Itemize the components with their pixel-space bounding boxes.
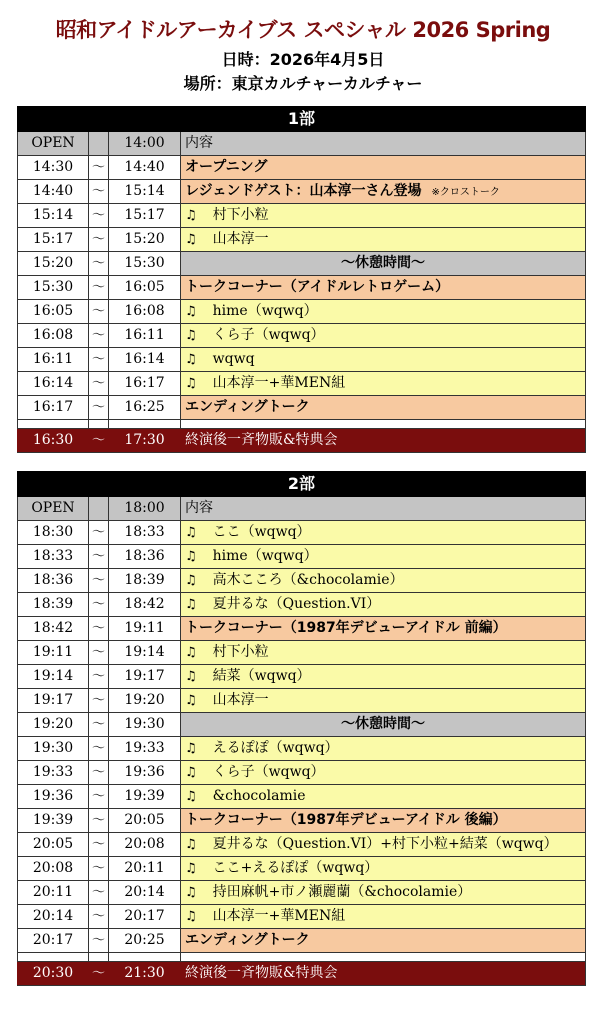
program-content (180, 276, 586, 299)
start-time: 16:11 (17, 348, 88, 371)
music-note-icon: ♫ (185, 741, 197, 756)
schedule-row (17, 737, 586, 761)
music-note-icon: ♫ (185, 909, 197, 924)
spacer-cell (88, 953, 108, 961)
time-separator: 〜 (88, 180, 108, 203)
schedule-row (17, 180, 586, 204)
spacer-row (17, 953, 586, 962)
open-label: OPEN (17, 497, 88, 520)
program-title: くら子（wqwq） (212, 327, 325, 343)
program-content (180, 785, 586, 808)
spacer-cell (180, 420, 586, 428)
open-time: 14:00 (108, 132, 180, 155)
program-title: 結菜（wqwq） (212, 668, 311, 684)
program-content (180, 521, 586, 544)
schedule-row (17, 300, 586, 324)
schedule-row (17, 905, 586, 929)
end-time: 19:36 (108, 761, 180, 784)
start-time: 19:39 (17, 809, 88, 832)
start-time: 18:33 (17, 545, 88, 568)
start-time: 16:14 (17, 372, 88, 395)
program-content (180, 761, 586, 784)
time-separator: 〜 (88, 881, 108, 904)
time-separator: 〜 (88, 348, 108, 371)
start-time: 20:05 (17, 833, 88, 856)
schedule-row (17, 833, 586, 857)
start-time: 15:17 (17, 228, 88, 251)
start-time: 19:14 (17, 665, 88, 688)
end-time: 18:42 (108, 593, 180, 616)
program-title: エンディングトーク (185, 932, 310, 948)
part-header: 2部 (17, 471, 586, 497)
music-note-icon: ♫ (185, 352, 197, 367)
time-separator: 〜 (88, 300, 108, 323)
page-title: 昭和アイドルアーカイブス スペシャル 2026 Spring (55, 18, 551, 42)
start-time: 20:14 (17, 905, 88, 928)
program-content (180, 641, 586, 664)
start-time: 18:42 (17, 617, 88, 640)
end-time: 19:20 (108, 689, 180, 712)
schedule-row (17, 156, 586, 180)
schedule-row (17, 593, 586, 617)
time-separator: 〜 (88, 324, 108, 347)
music-note-icon: ♫ (185, 693, 197, 708)
spacer-cell (17, 953, 88, 961)
after-show-row (17, 429, 586, 453)
program-title: 高木こころ（&chocolamie） (212, 572, 404, 588)
start-time: 19:20 (17, 713, 88, 736)
start-time: 16:05 (17, 300, 88, 323)
time-separator: 〜 (88, 713, 108, 736)
music-note-icon: ♫ (185, 304, 197, 319)
end-time: 16:14 (108, 348, 180, 371)
program-content (180, 156, 586, 179)
schedule-row (17, 641, 586, 665)
time-separator: 〜 (88, 857, 108, 880)
end-time: 14:40 (108, 156, 180, 179)
time-separator: 〜 (88, 785, 108, 808)
program-title: &chocolamie (212, 788, 306, 804)
program-note: ※クロストーク (431, 187, 500, 198)
start-time: 16:17 (17, 396, 88, 419)
part-header: 1部 (17, 106, 586, 132)
program-content (180, 396, 586, 419)
program-title: くら子（wqwq） (212, 764, 325, 780)
end-time: 19:14 (108, 641, 180, 664)
start-time: 15:14 (17, 204, 88, 227)
start-time: 19:30 (17, 737, 88, 760)
start-time: 19:11 (17, 641, 88, 664)
end-time: 20:17 (108, 905, 180, 928)
music-note-icon: ♫ (185, 837, 197, 852)
time-separator: 〜 (88, 833, 108, 856)
end-time: 16:25 (108, 396, 180, 419)
program-title: 夏井るな（Question.VI）+村下小粒+結菜（wqwq） (212, 836, 558, 852)
end-time: 15:14 (108, 180, 180, 203)
music-note-icon: ♫ (185, 669, 197, 684)
time-separator: 〜 (88, 809, 108, 832)
music-note-icon: ♫ (185, 573, 197, 588)
schedule-row (17, 713, 586, 737)
time-separator: 〜 (88, 396, 108, 419)
start-time: 15:20 (17, 252, 88, 275)
after-show-content: 終演後一斉物販&特典会 (180, 429, 586, 452)
end-time: 18:39 (108, 569, 180, 592)
spacer-cell (88, 420, 108, 428)
schedule-row (17, 521, 586, 545)
schedule-row (17, 372, 586, 396)
start-time: 19:17 (17, 689, 88, 712)
schedule-row (17, 228, 586, 252)
time-separator: 〜 (88, 593, 108, 616)
time-separator: 〜 (88, 156, 108, 179)
time-separator: 〜 (88, 545, 108, 568)
schedule-row (17, 881, 586, 905)
program-title: 夏井るな（Question.VI） (212, 596, 381, 612)
end-time: 20:08 (108, 833, 180, 856)
time-separator: 〜 (88, 617, 108, 640)
schedule-row (17, 545, 586, 569)
end-time: 20:25 (108, 929, 180, 952)
music-note-icon: ♫ (185, 525, 197, 540)
spacer-cell (180, 953, 586, 961)
start-time: 19:33 (17, 761, 88, 784)
program-content (180, 593, 586, 616)
music-note-icon: ♫ (185, 885, 197, 900)
separator-cell (88, 132, 108, 155)
music-note-icon: ♫ (185, 549, 197, 564)
schedule-row (17, 809, 586, 833)
start-time: 15:30 (17, 276, 88, 299)
program-title: トークコーナー（1987年デビューアイドル 前編） (185, 620, 507, 636)
program-title: wqwq (212, 351, 255, 367)
time-separator: 〜 (88, 429, 108, 452)
end-time: 15:20 (108, 228, 180, 251)
end-time: 21:30 (108, 962, 180, 985)
program-title: 〜休憩時間〜 (341, 716, 425, 732)
music-note-icon: ♫ (185, 789, 197, 804)
time-separator: 〜 (88, 689, 108, 712)
program-content (180, 180, 586, 203)
end-time: 19:30 (108, 713, 180, 736)
end-time: 19:33 (108, 737, 180, 760)
program-title: 山本淳一 (212, 231, 269, 247)
program-title: オープニング (185, 159, 268, 175)
time-separator: 〜 (88, 252, 108, 275)
start-time: 20:30 (17, 962, 88, 985)
schedule-row (17, 204, 586, 228)
end-time: 15:17 (108, 204, 180, 227)
schedule-row (17, 569, 586, 593)
content-header: 内容 (180, 497, 586, 520)
program-title: エンディングトーク (185, 399, 310, 415)
time-separator: 〜 (88, 641, 108, 664)
time-separator: 〜 (88, 521, 108, 544)
end-time: 15:30 (108, 252, 180, 275)
program-title: 〜休憩時間〜 (341, 255, 425, 271)
time-separator: 〜 (88, 372, 108, 395)
schedule-row (17, 929, 586, 953)
schedule-row (17, 396, 586, 420)
schedule-row (17, 617, 586, 641)
program-title: 村下小粒 (212, 644, 269, 660)
content-header: 内容 (180, 132, 586, 155)
start-time: 18:39 (17, 593, 88, 616)
start-time: 19:36 (17, 785, 88, 808)
end-time: 18:33 (108, 521, 180, 544)
music-note-icon: ♫ (185, 208, 197, 223)
end-time: 18:36 (108, 545, 180, 568)
program-title: hime（wqwq） (212, 303, 318, 319)
schedule-row (17, 324, 586, 348)
schedule-part-2 (17, 471, 586, 986)
start-time: 18:36 (17, 569, 88, 592)
program-title: 村下小粒 (212, 207, 269, 223)
start-time: 20:11 (17, 881, 88, 904)
start-time: 16:08 (17, 324, 88, 347)
end-time: 20:05 (108, 809, 180, 832)
music-note-icon: ♫ (185, 328, 197, 343)
program-content (180, 348, 586, 371)
spacer-cell (108, 420, 180, 428)
time-separator: 〜 (88, 737, 108, 760)
after-show-row (17, 962, 586, 986)
schedule-row (17, 665, 586, 689)
schedule-row (17, 785, 586, 809)
time-separator: 〜 (88, 761, 108, 784)
program-content (180, 833, 586, 856)
program-content (180, 905, 586, 928)
music-note-icon: ♫ (185, 597, 197, 612)
program-content (180, 569, 586, 592)
open-row (17, 132, 586, 156)
open-label: OPEN (17, 132, 88, 155)
end-time: 20:11 (108, 857, 180, 880)
program-title: hime（wqwq） (212, 548, 318, 564)
end-time: 16:08 (108, 300, 180, 323)
program-content (180, 665, 586, 688)
event-venue: 場所：東京カルチャーカルチャー (183, 74, 423, 93)
program-content (180, 324, 586, 347)
schedule-part-1 (17, 106, 586, 453)
program-content (180, 713, 586, 736)
program-content (180, 545, 586, 568)
start-time: 20:08 (17, 857, 88, 880)
program-content (180, 372, 586, 395)
start-time: 16:30 (17, 429, 88, 452)
end-time: 16:05 (108, 276, 180, 299)
program-content (180, 204, 586, 227)
program-title: ここ（wqwq） (212, 524, 311, 540)
end-time: 16:11 (108, 324, 180, 347)
end-time: 17:30 (108, 429, 180, 452)
end-time: 19:11 (108, 617, 180, 640)
program-title: ここ+えるぽぽ（wqwq） (212, 860, 379, 876)
music-note-icon: ♫ (185, 861, 197, 876)
open-time: 18:00 (108, 497, 180, 520)
end-time: 19:17 (108, 665, 180, 688)
time-separator: 〜 (88, 905, 108, 928)
program-content (180, 689, 586, 712)
start-time: 14:40 (17, 180, 88, 203)
after-show-content: 終演後一斉物販&特典会 (180, 962, 586, 985)
time-separator: 〜 (88, 276, 108, 299)
time-separator: 〜 (88, 569, 108, 592)
music-note-icon: ♫ (185, 645, 197, 660)
schedule-row (17, 348, 586, 372)
program-content (180, 857, 586, 880)
program-title: 山本淳一+華MEN組 (212, 908, 346, 924)
schedule-row (17, 857, 586, 881)
open-row (17, 497, 586, 521)
music-note-icon: ♫ (185, 376, 197, 391)
schedule-row (17, 761, 586, 785)
program-content (180, 252, 586, 275)
time-separator: 〜 (88, 204, 108, 227)
spacer-cell (17, 420, 88, 428)
program-content (180, 617, 586, 640)
schedule-row (17, 689, 586, 713)
start-time: 18:30 (17, 521, 88, 544)
separator-cell (88, 497, 108, 520)
end-time: 20:14 (108, 881, 180, 904)
program-content (180, 881, 586, 904)
program-content (180, 737, 586, 760)
event-date: 日時：2026年4月5日 (221, 50, 385, 69)
time-separator: 〜 (88, 962, 108, 985)
time-separator: 〜 (88, 665, 108, 688)
start-time: 14:30 (17, 156, 88, 179)
time-separator: 〜 (88, 228, 108, 251)
music-note-icon: ♫ (185, 765, 197, 780)
music-note-icon: ♫ (185, 232, 197, 247)
spacer-cell (108, 953, 180, 961)
program-title: 持田麻帆+市ノ瀬麗蘭（&chocolamie） (212, 884, 472, 900)
program-title: レジェンドゲスト：山本淳一さん登場 (185, 183, 422, 199)
end-time: 16:17 (108, 372, 180, 395)
program-title: 山本淳一 (212, 692, 269, 708)
end-time: 19:39 (108, 785, 180, 808)
schedule-row (17, 276, 586, 300)
time-separator: 〜 (88, 929, 108, 952)
start-time: 20:17 (17, 929, 88, 952)
program-title: トークコーナー（アイドルレトロゲーム） (185, 279, 450, 295)
program-content (180, 300, 586, 323)
schedule-row (17, 252, 586, 276)
program-content (180, 929, 586, 952)
program-content (180, 809, 586, 832)
program-title: えるぽぽ（wqwq） (212, 740, 339, 756)
program-title: トークコーナー（1987年デビューアイドル 後編） (185, 812, 507, 828)
program-title: 山本淳一+華MEN組 (212, 375, 346, 391)
program-content (180, 228, 586, 251)
spacer-row (17, 420, 586, 429)
